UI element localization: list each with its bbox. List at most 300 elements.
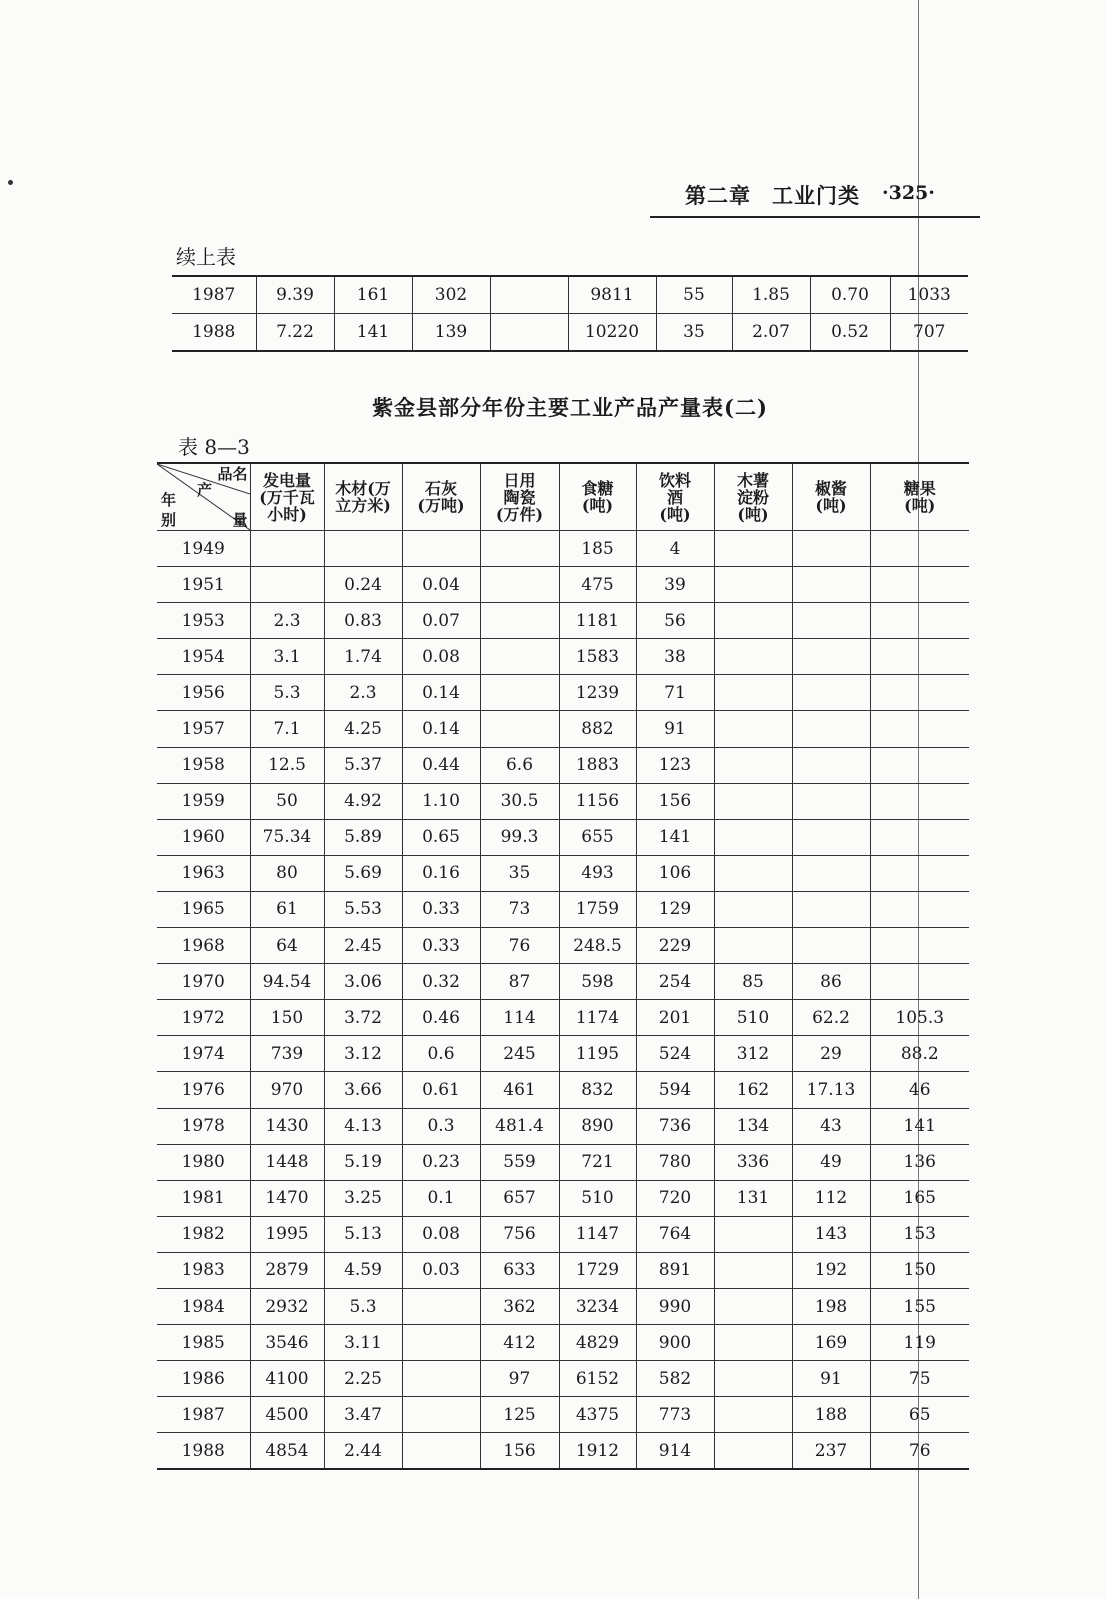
value-cell: 91: [636, 711, 714, 747]
year-cell: 1951: [157, 567, 250, 603]
value-cell: 9.39: [256, 276, 334, 314]
value-cell: 76: [480, 928, 559, 964]
value-cell: 0.33: [402, 891, 480, 927]
value-cell: [870, 819, 969, 855]
column-header: [792, 463, 870, 531]
value-cell: 1033: [890, 276, 968, 314]
column-header-line: 淀粉: [736, 487, 769, 507]
table-row: [157, 639, 969, 675]
column-header-line: (吨): [659, 504, 691, 524]
value-cell: 2.44: [324, 1433, 402, 1470]
value-cell: 3.47: [324, 1397, 402, 1433]
value-cell: 721: [559, 1144, 636, 1180]
value-cell: 91: [792, 1361, 870, 1397]
value-cell: 1583: [559, 639, 636, 675]
value-cell: 0.52: [810, 314, 890, 352]
header-row: [157, 463, 969, 531]
table-row: [157, 1397, 969, 1433]
table-row: [157, 1000, 969, 1036]
value-cell: 739: [250, 1036, 324, 1072]
value-cell: 3.06: [324, 964, 402, 1000]
column-header-line: 糖果: [903, 479, 936, 498]
value-cell: 76: [870, 1433, 969, 1470]
value-cell: 0.70: [810, 276, 890, 314]
column-header-line: 发电量: [262, 470, 311, 490]
value-cell: [402, 1325, 480, 1361]
value-cell: [870, 964, 969, 1000]
value-cell: 65: [870, 1397, 969, 1433]
value-cell: 882: [559, 711, 636, 747]
year-cell: 1956: [157, 675, 250, 711]
value-cell: [792, 675, 870, 711]
value-cell: 756: [480, 1216, 559, 1252]
value-cell: [402, 531, 480, 567]
value-cell: 0.83: [324, 603, 402, 639]
value-cell: 594: [636, 1072, 714, 1108]
value-cell: 119: [870, 1325, 969, 1361]
value-cell: 1174: [559, 1000, 636, 1036]
table-row: [157, 675, 969, 711]
value-cell: 125: [480, 1397, 559, 1433]
value-cell: 0.46: [402, 1000, 480, 1036]
table-row: [157, 1108, 969, 1144]
column-header-line: (吨): [581, 496, 614, 515]
value-cell: 0.14: [402, 711, 480, 747]
continued-label: 续上表: [176, 245, 236, 269]
value-cell: 970: [250, 1072, 324, 1108]
value-cell: 112: [792, 1180, 870, 1216]
value-cell: 2.45: [324, 928, 402, 964]
corner-product-label: 品名: [217, 465, 248, 483]
value-cell: [250, 531, 324, 567]
value-cell: 5.37: [324, 747, 402, 783]
value-cell: 38: [636, 639, 714, 675]
value-cell: 139: [412, 314, 490, 352]
value-cell: 5.3: [324, 1288, 402, 1324]
value-cell: [714, 1252, 792, 1288]
value-cell: 5.19: [324, 1144, 402, 1180]
value-cell: 229: [636, 928, 714, 964]
value-cell: 780: [636, 1144, 714, 1180]
value-cell: [714, 819, 792, 855]
value-cell: [714, 639, 792, 675]
value-cell: [714, 1397, 792, 1433]
value-cell: [870, 567, 969, 603]
column-header-line: 日用: [503, 470, 536, 490]
value-cell: 2932: [250, 1288, 324, 1324]
year-cell: 1972: [157, 1000, 250, 1036]
year-cell: 1976: [157, 1072, 250, 1108]
value-cell: 0.04: [402, 567, 480, 603]
column-header-line: 小时): [267, 504, 307, 524]
value-cell: 4: [636, 531, 714, 567]
table-row: [157, 567, 969, 603]
continued-table: [172, 275, 968, 352]
value-cell: [792, 819, 870, 855]
value-cell: [490, 276, 568, 314]
value-cell: 56: [636, 603, 714, 639]
value-cell: [714, 783, 792, 819]
year-cell: 1984: [157, 1288, 250, 1324]
value-cell: 0.03: [402, 1252, 480, 1288]
value-cell: 201: [636, 1000, 714, 1036]
column-header: [870, 463, 969, 531]
value-cell: 900: [636, 1325, 714, 1361]
value-cell: [714, 1433, 792, 1470]
scan-speck: [8, 180, 13, 185]
value-cell: 114: [480, 1000, 559, 1036]
value-cell: [480, 567, 559, 603]
value-cell: 131: [714, 1180, 792, 1216]
column-header-line: 木薯: [736, 470, 769, 490]
value-cell: 633: [480, 1252, 559, 1288]
value-cell: [714, 747, 792, 783]
value-cell: 55: [656, 276, 732, 314]
value-cell: 141: [870, 1108, 969, 1144]
value-cell: 598: [559, 964, 636, 1000]
column-header: [714, 463, 792, 531]
value-cell: 0.1: [402, 1180, 480, 1216]
value-cell: 35: [480, 855, 559, 891]
value-cell: 412: [480, 1325, 559, 1361]
value-cell: [870, 928, 969, 964]
value-cell: 10220: [568, 314, 656, 352]
value-cell: 3.12: [324, 1036, 402, 1072]
value-cell: 4829: [559, 1325, 636, 1361]
value-cell: [792, 639, 870, 675]
value-cell: 136: [870, 1144, 969, 1180]
value-cell: 46: [870, 1072, 969, 1108]
value-cell: 30.5: [480, 783, 559, 819]
column-header-line: 石灰: [424, 479, 457, 498]
value-cell: 94.54: [250, 964, 324, 1000]
value-cell: 773: [636, 1397, 714, 1433]
value-cell: 153: [870, 1216, 969, 1252]
value-cell: 5.3: [250, 675, 324, 711]
table-row: [157, 855, 969, 891]
value-cell: 3.66: [324, 1072, 402, 1108]
value-cell: 156: [480, 1433, 559, 1470]
value-cell: [714, 567, 792, 603]
value-cell: 1.10: [402, 783, 480, 819]
value-cell: 3546: [250, 1325, 324, 1361]
value-cell: 106: [636, 855, 714, 891]
value-cell: [792, 711, 870, 747]
year-cell: 1970: [157, 964, 250, 1000]
value-cell: 655: [559, 819, 636, 855]
value-cell: [714, 855, 792, 891]
continued-row: [172, 276, 968, 314]
value-cell: [402, 1397, 480, 1433]
value-cell: 510: [714, 1000, 792, 1036]
value-cell: 3.25: [324, 1180, 402, 1216]
column-header: [250, 463, 324, 531]
value-cell: 1430: [250, 1108, 324, 1144]
value-cell: 1759: [559, 891, 636, 927]
table-row: [157, 711, 969, 747]
year-cell: 1953: [157, 603, 250, 639]
value-cell: [714, 711, 792, 747]
value-cell: 156: [636, 783, 714, 819]
value-cell: 736: [636, 1108, 714, 1144]
year-cell: 1988: [157, 1433, 250, 1470]
value-cell: 0.61: [402, 1072, 480, 1108]
year-cell: 1978: [157, 1108, 250, 1144]
value-cell: 2.3: [250, 603, 324, 639]
corner-header: [157, 463, 250, 531]
table-row: [157, 531, 969, 567]
value-cell: 6152: [559, 1361, 636, 1397]
corner-year-label-1: 年: [161, 491, 177, 509]
value-cell: 185: [559, 531, 636, 567]
value-cell: [792, 855, 870, 891]
value-cell: 890: [559, 1108, 636, 1144]
value-cell: 129: [636, 891, 714, 927]
value-cell: 0.14: [402, 675, 480, 711]
value-cell: 85: [714, 964, 792, 1000]
value-cell: 0.33: [402, 928, 480, 964]
value-cell: 7.1: [250, 711, 324, 747]
value-cell: [402, 1361, 480, 1397]
value-cell: 764: [636, 1216, 714, 1252]
value-cell: 123: [636, 747, 714, 783]
column-header: [480, 463, 559, 531]
value-cell: [480, 711, 559, 747]
value-cell: 4.92: [324, 783, 402, 819]
value-cell: 64: [250, 928, 324, 964]
year-cell: 1954: [157, 639, 250, 675]
value-cell: 0.16: [402, 855, 480, 891]
value-cell: 150: [870, 1252, 969, 1288]
table-row: [157, 1216, 969, 1252]
value-cell: 105.3: [870, 1000, 969, 1036]
value-cell: 99.3: [480, 819, 559, 855]
chapter-label: 第二章: [685, 183, 751, 208]
table-row: [157, 928, 969, 964]
year-cell: 1958: [157, 747, 250, 783]
column-header-line: (吨): [904, 496, 936, 515]
value-cell: 161: [334, 276, 412, 314]
table-row: [157, 1433, 969, 1470]
value-cell: 1195: [559, 1036, 636, 1072]
value-cell: 582: [636, 1361, 714, 1397]
value-cell: 0.32: [402, 964, 480, 1000]
year-cell: 1965: [157, 891, 250, 927]
value-cell: 165: [870, 1180, 969, 1216]
table-row: [157, 1144, 969, 1180]
value-cell: 5.89: [324, 819, 402, 855]
table-row: [157, 747, 969, 783]
value-cell: [792, 928, 870, 964]
value-cell: [870, 603, 969, 639]
value-cell: 4.59: [324, 1252, 402, 1288]
table-title: 紫金县部分年份主要工业产品产量表(二): [372, 395, 768, 420]
column-header-line: (万吨): [417, 496, 465, 515]
value-cell: [714, 1325, 792, 1361]
value-cell: 17.13: [792, 1072, 870, 1108]
column-header: [636, 463, 714, 531]
value-cell: 1181: [559, 603, 636, 639]
value-cell: [480, 603, 559, 639]
value-cell: 141: [334, 314, 412, 352]
value-cell: [714, 891, 792, 927]
table-number: 表 8—3: [178, 435, 250, 459]
value-cell: [870, 783, 969, 819]
page-number: ·325·: [882, 182, 935, 204]
value-cell: 312: [714, 1036, 792, 1072]
table-row: [157, 1252, 969, 1288]
value-cell: 1.74: [324, 639, 402, 675]
value-cell: 510: [559, 1180, 636, 1216]
table-row: [157, 891, 969, 927]
value-cell: 0.24: [324, 567, 402, 603]
value-cell: [870, 747, 969, 783]
value-cell: 302: [412, 276, 490, 314]
value-cell: 0.23: [402, 1144, 480, 1180]
year-cell: 1974: [157, 1036, 250, 1072]
value-cell: [870, 531, 969, 567]
value-cell: [714, 531, 792, 567]
corner-year-label-2: 别: [161, 511, 177, 529]
value-cell: [714, 1361, 792, 1397]
value-cell: 657: [480, 1180, 559, 1216]
value-cell: 720: [636, 1180, 714, 1216]
value-cell: 50: [250, 783, 324, 819]
value-cell: 87: [480, 964, 559, 1000]
year-cell: 1987: [157, 1397, 250, 1433]
year-cell: 1959: [157, 783, 250, 819]
table-row: [157, 964, 969, 1000]
value-cell: 2.07: [732, 314, 810, 352]
value-cell: 80: [250, 855, 324, 891]
value-cell: 5.53: [324, 891, 402, 927]
value-cell: 2.3: [324, 675, 402, 711]
table-row: [157, 1361, 969, 1397]
value-cell: 43: [792, 1108, 870, 1144]
value-cell: [792, 747, 870, 783]
year-cell: 1986: [157, 1361, 250, 1397]
year-cell: 1987: [192, 285, 236, 305]
value-cell: 6.6: [480, 747, 559, 783]
value-cell: 493: [559, 855, 636, 891]
value-cell: 62.2: [792, 1000, 870, 1036]
value-cell: 71: [636, 675, 714, 711]
value-cell: [870, 891, 969, 927]
value-cell: 524: [636, 1036, 714, 1072]
value-cell: 97: [480, 1361, 559, 1397]
value-cell: 4.25: [324, 711, 402, 747]
value-cell: [792, 891, 870, 927]
table-row: [157, 819, 969, 855]
corner-output-label-1: 产: [197, 481, 213, 499]
value-cell: [792, 603, 870, 639]
main-table: [157, 462, 969, 1470]
value-cell: 1147: [559, 1216, 636, 1252]
value-cell: 1156: [559, 783, 636, 819]
year-cell: 1963: [157, 855, 250, 891]
value-cell: 12.5: [250, 747, 324, 783]
value-cell: [714, 603, 792, 639]
continued-row: [172, 314, 968, 352]
year-cell: 1985: [157, 1325, 250, 1361]
year-cell: 1981: [157, 1180, 250, 1216]
value-cell: 162: [714, 1072, 792, 1108]
value-cell: 1470: [250, 1180, 324, 1216]
value-cell: 914: [636, 1433, 714, 1470]
table-row: [157, 783, 969, 819]
value-cell: 39: [636, 567, 714, 603]
value-cell: 0.08: [402, 639, 480, 675]
value-cell: [490, 314, 568, 352]
value-cell: 192: [792, 1252, 870, 1288]
value-cell: 150: [250, 1000, 324, 1036]
value-cell: 4.13: [324, 1108, 402, 1144]
column-header-line: 陶瓷: [503, 487, 536, 507]
value-cell: [324, 531, 402, 567]
column-header-line: 椒酱: [814, 479, 847, 498]
value-cell: [480, 639, 559, 675]
value-cell: 155: [870, 1288, 969, 1324]
value-cell: 4375: [559, 1397, 636, 1433]
value-cell: [250, 567, 324, 603]
value-cell: 29: [792, 1036, 870, 1072]
value-cell: 1448: [250, 1144, 324, 1180]
column-header-line: (万千瓦: [259, 487, 315, 507]
value-cell: [870, 855, 969, 891]
column-header-line: 饮料: [658, 470, 691, 490]
value-cell: 1995: [250, 1216, 324, 1252]
table-row: [157, 1325, 969, 1361]
column-header-line: 食糖: [581, 479, 614, 498]
value-cell: 237: [792, 1433, 870, 1470]
value-cell: 35: [656, 314, 732, 352]
value-cell: 5.13: [324, 1216, 402, 1252]
value-cell: 75.34: [250, 819, 324, 855]
column-header-line: (吨): [815, 496, 847, 515]
year-cell: 1949: [181, 538, 225, 559]
value-cell: [714, 1216, 792, 1252]
column-header: [559, 463, 636, 531]
value-cell: [402, 1433, 480, 1470]
value-cell: 7.22: [256, 314, 334, 352]
value-cell: 134: [714, 1108, 792, 1144]
value-cell: 559: [480, 1144, 559, 1180]
value-cell: 4854: [250, 1433, 324, 1470]
value-cell: 188: [792, 1397, 870, 1433]
value-cell: 2879: [250, 1252, 324, 1288]
column-header-line: 酒: [666, 487, 683, 507]
column-header-line: 立方米): [335, 496, 391, 515]
year-cell: 1982: [157, 1216, 250, 1252]
value-cell: 141: [636, 819, 714, 855]
value-cell: [480, 675, 559, 711]
value-cell: [714, 675, 792, 711]
value-cell: 143: [792, 1216, 870, 1252]
value-cell: [870, 639, 969, 675]
value-cell: 707: [890, 314, 968, 352]
column-header-line: (吨): [737, 504, 769, 524]
value-cell: [402, 1288, 480, 1324]
value-cell: 5.69: [324, 855, 402, 891]
year-cell: 1983: [157, 1252, 250, 1288]
column-header: [324, 463, 402, 531]
value-cell: 248.5: [559, 928, 636, 964]
value-cell: 0.6: [402, 1036, 480, 1072]
value-cell: 75: [870, 1361, 969, 1397]
column-header: [402, 463, 480, 531]
value-cell: 1729: [559, 1252, 636, 1288]
value-cell: [792, 783, 870, 819]
